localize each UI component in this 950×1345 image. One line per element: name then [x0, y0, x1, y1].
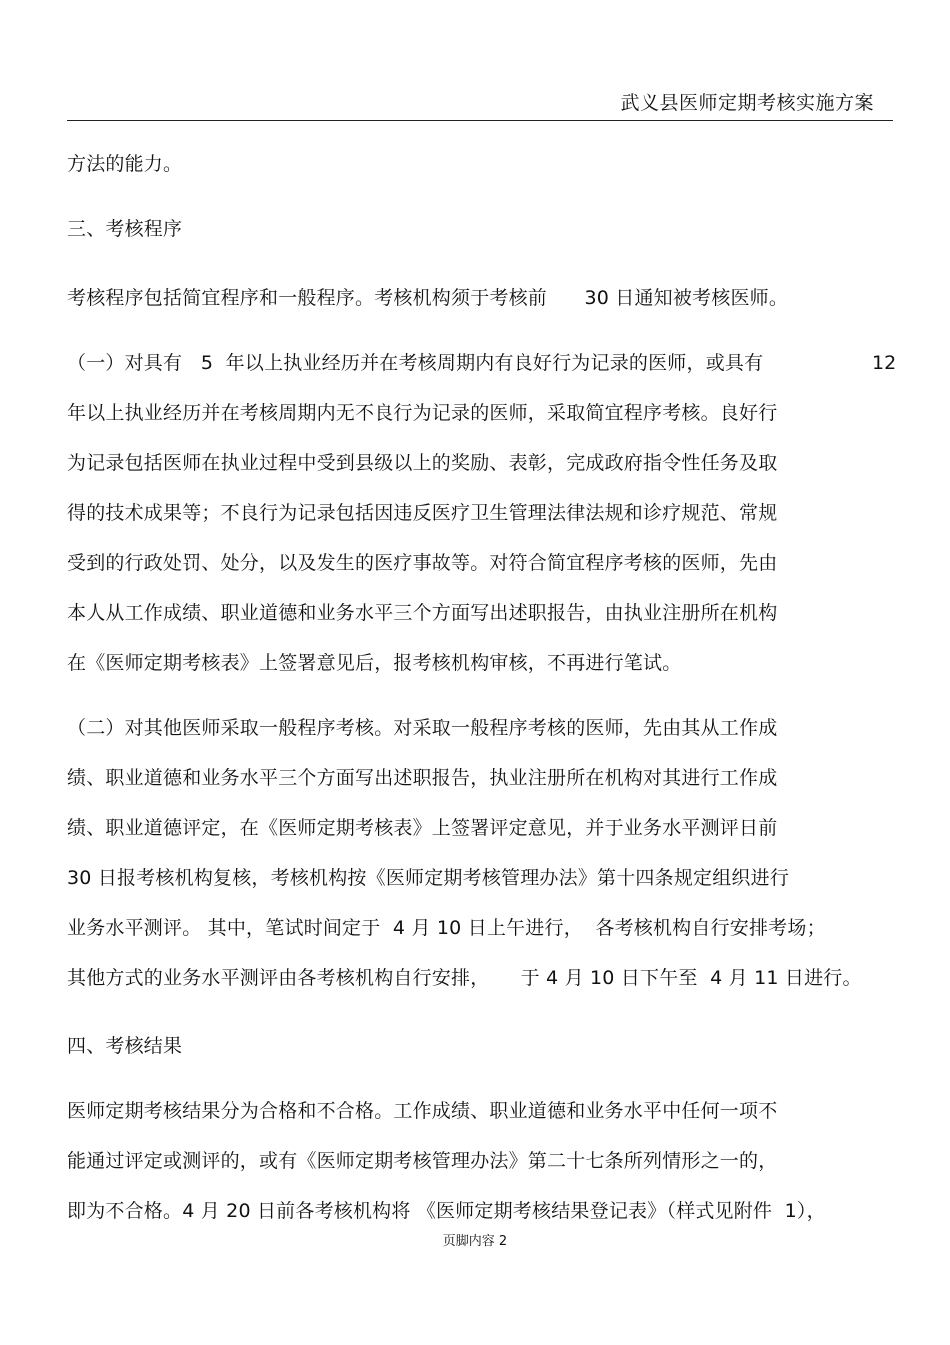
body-line: 业务水平测评。 其中，笔试时间定于 4 月 10 日上午进行， 各考核机构自行安排考场；: [67, 917, 826, 939]
body-line: 在《医师定期考核表》上签署意见后，报考核机构审核，不再进行笔试。: [67, 652, 682, 674]
body-line: （二）对其他医师采取一般程序考核。对采取一般程序考核的医师，先由其从工作成: [67, 717, 778, 739]
body-line: 本人从工作成绩、职业道德和业务水平三个方面写出述职报告，由执业注册所在机构: [67, 602, 778, 624]
page-footer: 页脚内容 2: [442, 1234, 508, 1249]
body-line: 30 日报考核机构复核，考核机构按《医师定期考核管理办法》第十四条规定组织进行: [67, 867, 790, 889]
page-header-title: 武义县医师定期考核实施方案: [620, 92, 874, 114]
body-line: 即为不合格。4 月 20 日前各考核机构将 《医师定期考核结果登记表》（样式见附件 1），: [67, 1200, 826, 1222]
body-line: 得的技术成果等；不良行为记录包括因违反医疗卫生管理法律法规和诊疗规范、常规: [67, 502, 778, 524]
body-line: 绩、职业道德评定，在《医师定期考核表》上签署评定意见，并于业务水平测评日前: [67, 817, 778, 839]
header-divider: [67, 120, 893, 121]
body-line: 方法的能力。: [67, 153, 183, 175]
body-line: （一）对具有 5 年以上执业经历并在考核周期内有良好行为记录的医师，或具有: [67, 352, 764, 374]
body-line: 年以上执业经历并在考核周期内无不良行为记录的医师，采取简宜程序考核。良好行: [67, 402, 778, 424]
body-line: 医师定期考核结果分为合格和不合格。工作成绩、职业道德和业务水平中任何一项不: [67, 1100, 778, 1122]
body-line: 绩、职业道德和业务水平三个方面写出述职报告，执业注册所在机构对其进行工作成: [67, 767, 778, 789]
body-line: 能通过评定或测评的，或有《医师定期考核管理办法》第二十七条所列情形之一的，: [67, 1150, 778, 1172]
body-line: 受到的行政处罚、处分，以及发生的医疗事故等。对符合简宜程序考核的医师，先由: [67, 552, 778, 574]
body-line: 为记录包括医师在执业过程中受到县级以上的奖励、表彰，完成政府指令性任务及取: [67, 452, 778, 474]
body-line: 其他方式的业务水平测评由各考核机构自行安排， 于 4 月 10 日下午至 4 月 11 日进行。: [67, 967, 862, 989]
section-heading: 四、考核结果: [67, 1035, 183, 1057]
section-heading: 三、考核程序: [67, 218, 183, 240]
line-end-number: 12: [872, 352, 897, 374]
body-line: 考核程序包括简宜程序和一般程序。考核机构须于考核前 30 日通知被考核医师。: [67, 287, 789, 309]
